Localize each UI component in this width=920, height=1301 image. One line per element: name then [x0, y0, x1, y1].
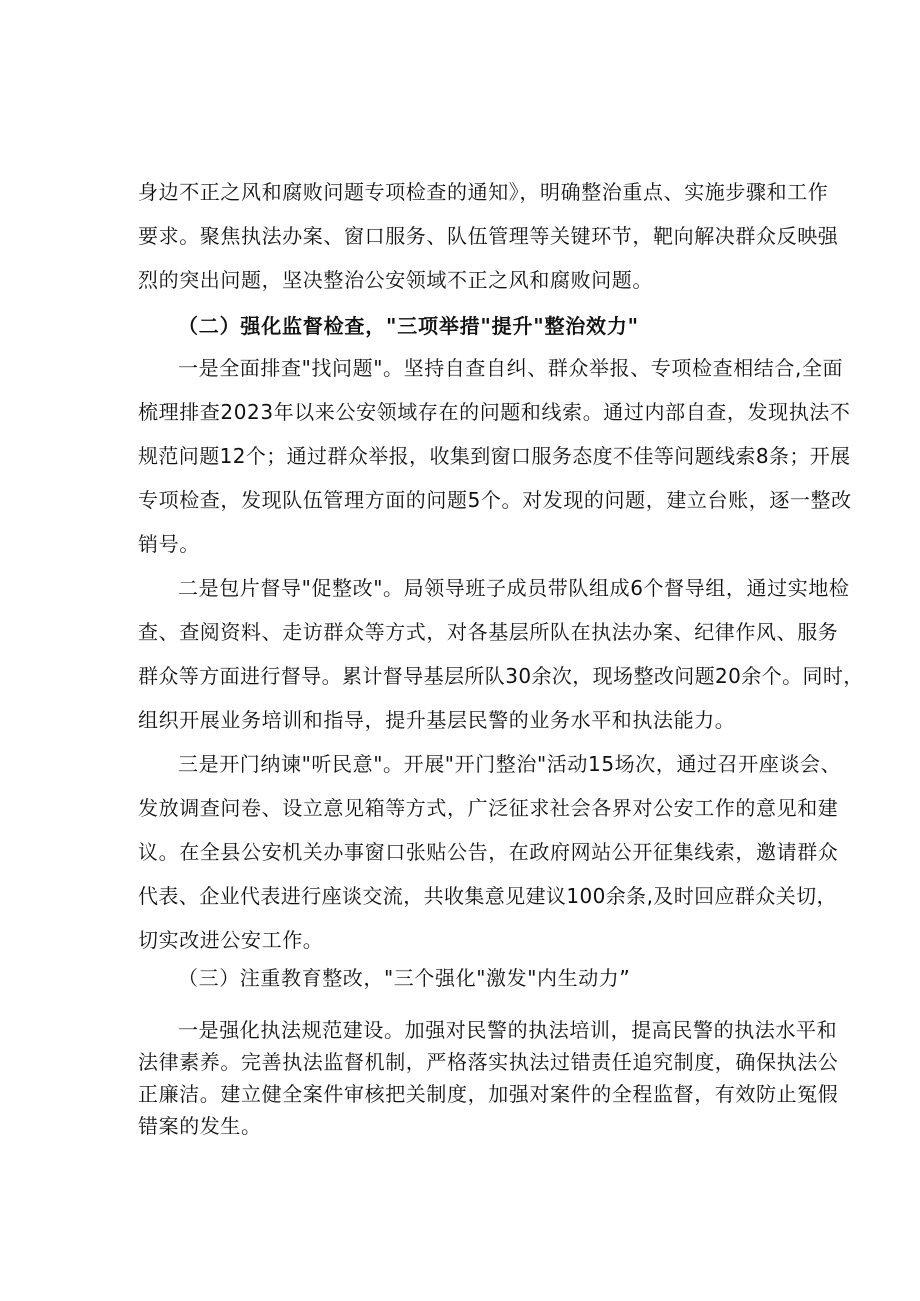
paragraph-1-line-1: 身边不正之风和腐败问题专项检查的通知》，明确整治重点、实施步骤和工作 — [138, 180, 829, 204]
paragraph-2-line-5: 销号。 — [138, 532, 200, 556]
paragraph-5-line-3: 正廉洁。建立健全案件审核把关制度，加强对案件的全程监督，有效防止冤假 — [138, 1082, 839, 1106]
section-heading-2: （二）强化监督检查，"三项举措"提升"整治效力" — [178, 314, 639, 338]
paragraph-4-line-3: 议。在全县公安机关办事窗口张贴公告，在政府网站公开征集线索，邀请群众 — [138, 840, 839, 864]
paragraph-2-line-1: 一是全面排查"找问题"。坚持自查自纠、群众举报、专项检查相结合,全面 — [178, 356, 844, 380]
paragraph-4-line-2: 发放调查问卷、设立意见箱等方式，广泛征求社会各界对公安工作的意见和建 — [138, 796, 839, 820]
paragraph-4-line-4: 代表、企业代表进行座谈交流，共收集意见建议100余条,及时回应群众关切， — [138, 884, 837, 908]
paragraph-3-line-1: 二是包片督导"促整改"。局领导班子成员带队组成6个督导组，通过实地检 — [178, 576, 850, 600]
paragraph-5-line-1: 一是强化执法规范建设。加强对民警的执法培训，提高民警的执法水平和 — [178, 1018, 838, 1042]
paragraph-2-line-3: 规范问题12个；通过群众举报，收集到窗口服务态度不佳等问题线索8条；开展 — [138, 444, 851, 468]
paragraph-5-line-4: 错案的发生。 — [138, 1114, 262, 1138]
paragraph-1-line-2: 要求。聚焦执法办案、窗口服务、队伍管理等关键环节，靶向解决群众反映强 — [138, 224, 839, 248]
paragraph-2-line-4: 专项检查，发现队伍管理方面的问题5个。对发现的问题，建立台账，逐一整改 — [138, 488, 852, 512]
section-heading-3: （三）注重教育整改，"三个强化"激发"内生动力” — [178, 966, 631, 990]
paragraph-1-line-3: 烈的突出问题，坚决整治公安领域不正之风和腐败问题。 — [138, 268, 653, 292]
paragraph-2-line-2: 梳理排查2023年以来公安领域存在的问题和线索。通过内部自查，发现执法不 — [138, 400, 851, 424]
paragraph-3-line-2: 查、查阅资料、走访群众等方式，对各基层所队在执法办案、纪律作风、服务 — [138, 620, 839, 644]
paragraph-5-line-2: 法律素养。完善执法监督机制，严格落实执法过错责任追究制度，确保执法公 — [138, 1050, 839, 1074]
paragraph-3-line-4: 组织开展业务培训和指导，提升基层民警的业务水平和执法能力。 — [138, 708, 736, 732]
paragraph-4-line-5: 切实改进公安工作。 — [138, 928, 324, 952]
paragraph-3-line-3: 群众等方面进行督导。累计督导基层所队30余次，现场整改问题20余个。同时， — [138, 664, 864, 688]
paragraph-4-line-1: 三是开门纳谏"听民意"。开展"开门整治"活动15场次，通过召开座谈会、 — [178, 752, 842, 776]
